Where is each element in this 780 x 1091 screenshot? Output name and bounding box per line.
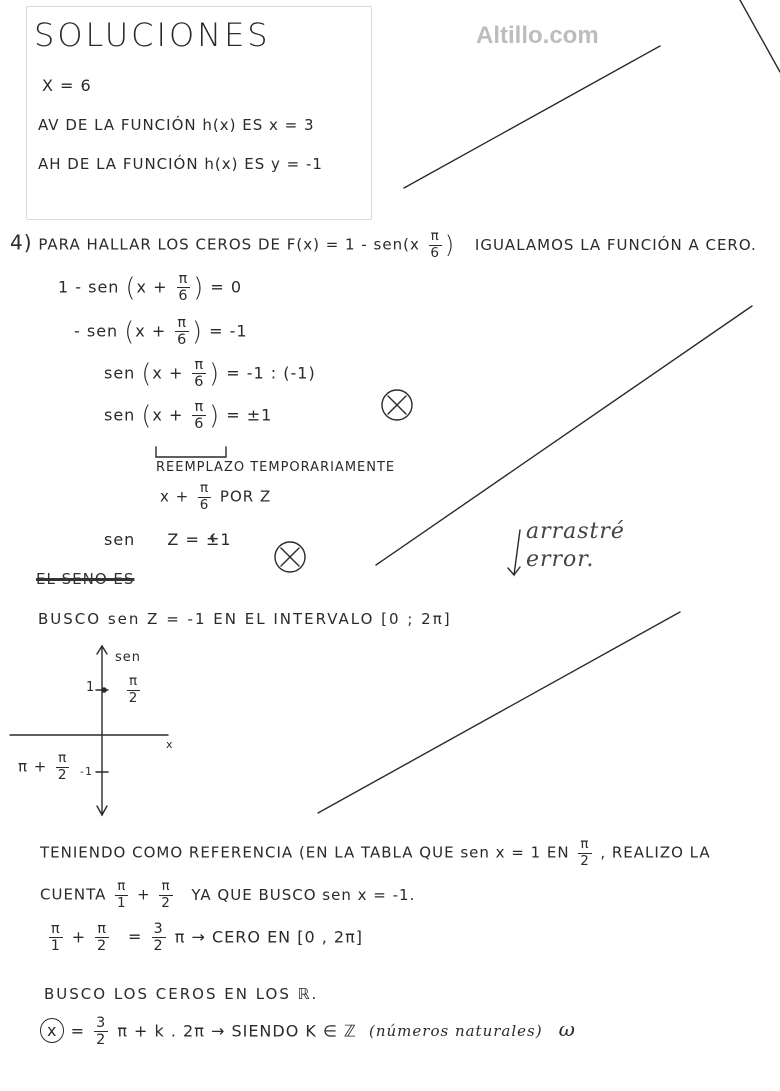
fraction-numerator: 3 bbox=[96, 1015, 107, 1031]
plus-minus-symbol: ± bbox=[246, 405, 262, 425]
fraction-numerator: π bbox=[430, 228, 440, 244]
fraction-denominator: 2 bbox=[128, 689, 139, 706]
fraction-denominator: 6 bbox=[199, 496, 210, 513]
step-4-equals: = bbox=[226, 405, 247, 425]
step-2-text: - sen bbox=[74, 321, 119, 341]
step-3: sen (x + $\frac{\pi}{6}$ ) = -1 : (-1) bbox=[104, 357, 316, 391]
step-2-result: = -1 bbox=[209, 321, 248, 341]
replace-expr-text: x + bbox=[160, 487, 190, 506]
bracket-mark bbox=[156, 447, 226, 457]
sen-z-one: 1 bbox=[220, 530, 232, 549]
step-4-arg: x + bbox=[152, 405, 184, 425]
fraction-numerator: π bbox=[161, 878, 171, 894]
fraction-denominator: 2 bbox=[153, 938, 164, 955]
replace-expr-end: POR Z bbox=[219, 487, 272, 506]
fraction-numerator: π bbox=[58, 750, 68, 766]
step-3-arg: x + bbox=[152, 363, 184, 383]
graph-sen-label: sen bbox=[115, 650, 142, 665]
fraction-denominator: 1 bbox=[116, 894, 127, 911]
exercise-4-intro: 4) PARA HALLAR LOS CEROS DE F(x) = 1 - sen(x $\frac{\pi}{6}$ ) IGUALAMOS LA FUNCIÓN A CERO. bbox=[10, 228, 757, 261]
step-4-one: 1 bbox=[261, 405, 273, 425]
page-title: SOLUCIONES bbox=[34, 16, 271, 54]
fraction-numerator: π bbox=[97, 921, 107, 937]
intro-end: IGUALAMOS LA FUNCIÓN A CERO. bbox=[474, 235, 757, 254]
fraction-denominator: 2 bbox=[96, 1032, 107, 1049]
graph-x-label: x bbox=[166, 738, 174, 751]
plus-sign: + bbox=[137, 885, 151, 904]
exercise-number: 4) bbox=[10, 230, 33, 255]
reference-text: TENIENDO COMO REFERENCIA (EN LA TABLA QUE sen x = 1 EN bbox=[40, 843, 570, 862]
fraction-denominator: 6 bbox=[194, 416, 205, 433]
margin-note: arrastré error. bbox=[526, 519, 625, 572]
graph-pi-plus-text: π + bbox=[18, 757, 48, 776]
cancel-diagonal-line bbox=[404, 46, 660, 188]
fraction-numerator: π bbox=[580, 836, 590, 852]
cuenta-text: CUENTA bbox=[40, 885, 107, 904]
fraction-numerator: 3 bbox=[153, 921, 164, 937]
plus-sign: + bbox=[71, 927, 87, 947]
answer-ah: AH DE LA FUNCIÓN h(x) ES y = -1 bbox=[38, 155, 323, 173]
fraction-numerator: π bbox=[177, 315, 188, 331]
equals-sign: = bbox=[128, 927, 143, 947]
plus-minus-symbol: ± bbox=[205, 530, 221, 549]
fraction-numerator: π bbox=[51, 921, 61, 937]
fraction-numerator: π bbox=[200, 480, 210, 496]
down-arrow-icon bbox=[508, 530, 520, 575]
step-4-text: sen bbox=[104, 405, 136, 425]
answer-x: X = 6 bbox=[42, 76, 92, 95]
fraction-denominator: 6 bbox=[194, 374, 205, 391]
step-1-result: = 0 bbox=[210, 277, 243, 297]
sum-result: π → CERO EN [0 , 2π] bbox=[174, 927, 363, 947]
final-x-circled: x bbox=[40, 1018, 64, 1043]
fraction-denominator: 6 bbox=[178, 288, 189, 305]
cancel-diagonal-line bbox=[318, 612, 680, 813]
cuenta-end: YA QUE BUSCO sen x = -1. bbox=[191, 885, 416, 904]
fraction-denominator: 2 bbox=[161, 894, 171, 911]
fraction-numerator: π bbox=[194, 399, 205, 415]
edge-stroke-line bbox=[740, 0, 780, 72]
fraction-numerator: π bbox=[129, 673, 139, 689]
equals-sign: = bbox=[70, 1021, 85, 1041]
fraction-denominator: 2 bbox=[57, 766, 68, 783]
minus-circle-mark bbox=[211, 534, 214, 541]
step-4: sen (x + $\frac{\pi}{6}$ ) = ±1 bbox=[104, 399, 273, 433]
replace-note: REEMPLAZO TEMPORARIAMENTE bbox=[156, 460, 396, 475]
step-3-text: sen bbox=[104, 363, 136, 383]
graph-minus-one-label: -1 bbox=[80, 765, 93, 778]
sen-z-text: sen bbox=[104, 530, 136, 549]
fraction-numerator: π bbox=[194, 357, 205, 373]
step-2-arg: x + bbox=[135, 321, 167, 341]
final-tail-mark: ω bbox=[558, 1017, 576, 1042]
step-1-arg: x + bbox=[136, 277, 168, 297]
busco-reales: BUSCO LOS CEROS EN LOS ℝ. bbox=[44, 985, 319, 1003]
step-3-result: = -1 : (-1) bbox=[226, 363, 316, 383]
fraction-denominator: 2 bbox=[580, 852, 590, 869]
sen-z-equals: Z = bbox=[167, 530, 200, 549]
answer-av: AV DE LA FUNCIÓN h(x) ES x = 3 bbox=[38, 116, 315, 134]
watermark: Altillo.com bbox=[476, 22, 599, 49]
busco-intervalo: BUSCO sen Z = -1 EN EL INTERVALO [0 ; 2π] bbox=[38, 610, 452, 628]
graph-one-label: 1 bbox=[86, 680, 96, 695]
fraction-numerator: π bbox=[178, 271, 189, 287]
fraction-denominator: 6 bbox=[430, 244, 440, 261]
fraction-denominator: 6 bbox=[177, 332, 188, 349]
reference-end: , REALIZO LA bbox=[600, 843, 711, 862]
step-2: - sen (x + $\frac{\pi}{6}$ ) = -1 bbox=[74, 315, 248, 349]
final-rest: π + k . 2π → SIENDO K ∈ ℤ bbox=[117, 1021, 357, 1041]
fraction-numerator: π bbox=[117, 878, 127, 894]
cancel-diagonal-line bbox=[376, 306, 752, 565]
intro-text: PARA HALLAR LOS CEROS DE F(x) = 1 - sen(x bbox=[38, 235, 420, 254]
fraction-denominator: 2 bbox=[97, 938, 108, 955]
step-1-text: 1 - sen bbox=[58, 277, 120, 297]
final-note: (números naturales) bbox=[369, 1022, 543, 1041]
graph-point bbox=[101, 687, 107, 693]
fraction-denominator: 1 bbox=[50, 938, 61, 955]
struck-text: EL SENO ES bbox=[36, 570, 135, 588]
step-1: 1 - sen (x + $\frac{\pi}{6}$ ) = 0 bbox=[58, 271, 243, 305]
